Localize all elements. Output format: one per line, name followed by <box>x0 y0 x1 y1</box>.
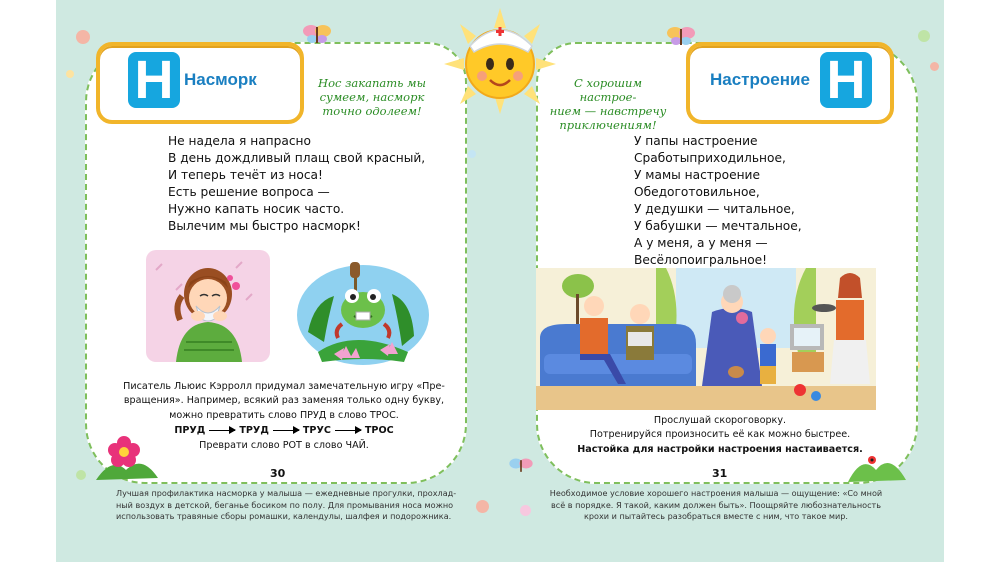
tongue-twister: Настойка для настройки настроения настаивается. <box>577 443 863 455</box>
instruction-line: Потренируйся произносить её как можно быстрее. <box>589 429 851 441</box>
decor-dot <box>468 150 476 158</box>
motto-line: С хорошим настрое- <box>574 76 642 104</box>
chain-word: ПРУД <box>174 425 206 437</box>
left-poem <box>168 133 425 235</box>
poem-line: И теперь течёт из носа! <box>168 168 323 182</box>
flower-icon <box>92 430 162 484</box>
poem-line: А у меня, а у меня — <box>634 236 768 250</box>
footer-line: Необходимое условие хорошего настроения малыша — ощущение: «Со мной <box>549 488 883 498</box>
footer-line: всё в порядке. Я такой, каким должен быть». Поощряйте любознательность <box>550 499 882 510</box>
right-footer-note <box>536 488 896 523</box>
poem-line: У бабушки — мечтальное, <box>634 219 802 233</box>
decor-dot <box>476 500 489 513</box>
tongue-twister-block <box>560 414 880 457</box>
chain-word: ТРУД <box>239 425 269 437</box>
left-letter-badge: Н <box>128 52 180 108</box>
arrow-icon <box>335 430 361 431</box>
decor-dot <box>930 62 939 71</box>
motto-line: приключениям! <box>559 118 657 132</box>
frog-illustration <box>294 262 432 368</box>
girl-sneezing-illustration <box>146 250 270 362</box>
game-task: Преврати слово РОТ в слово ЧАЙ. <box>199 439 369 451</box>
chain-word: ТРУС <box>302 425 331 437</box>
left-topic-title: Насморк <box>184 70 257 89</box>
decor-dot <box>76 470 86 480</box>
left-footer-note <box>116 488 464 523</box>
poem-line: У дедушки — читальное, <box>634 202 795 216</box>
game-text-line: можно превратить слово ПРУД в слово ТРОС. <box>169 409 399 421</box>
flower-icon <box>846 444 908 484</box>
word-chain <box>114 424 454 438</box>
page-number-left: 30 <box>270 467 286 480</box>
poem-line: У мамы настроение <box>634 168 760 182</box>
arrow-icon <box>209 430 235 431</box>
right-motto <box>546 76 670 132</box>
footer-line: Лучшая профилактика насморка у малыша — ежедневные прогулки, прохлад- <box>116 488 457 498</box>
right-poem <box>634 133 802 269</box>
chain-word: ТРОС <box>364 425 394 437</box>
motto-line: сумеем, насморк <box>319 90 425 104</box>
butterfly-icon <box>508 456 534 476</box>
poem-line: Не надела я напрасно <box>168 134 311 148</box>
decor-dot <box>76 30 90 44</box>
game-text-line: Писатель Льюис Кэрролл придумал замечательную игру «Пре- <box>123 381 445 392</box>
butterfly-icon <box>302 22 332 46</box>
page-number-right: 31 <box>712 467 728 480</box>
instruction-line: Прослушай скороговорку. <box>653 415 787 426</box>
poem-line: Вылечим мы быстро насморк! <box>168 219 361 233</box>
arrow-icon <box>273 430 299 431</box>
footer-line: ный воздух в детской, беганье босиком по полу. Для промывания носа можно <box>116 499 454 510</box>
poem-line: Нужно капать носик часто. <box>168 202 345 216</box>
right-letter-badge: Н <box>820 52 872 108</box>
decor-dot <box>66 70 74 78</box>
decor-dot <box>918 30 930 42</box>
game-text-line: вращения». Например, всякий раз заменяя только одну букву, <box>123 395 445 407</box>
decor-dot <box>520 505 531 516</box>
sun-doctor-icon <box>440 6 560 116</box>
poem-line: Весёлопоигральное! <box>634 253 768 267</box>
motto-line: нием — навстречу <box>549 104 667 118</box>
footer-line: использовать травяные сборы ромашки, календулы, шалфея и подорожника. <box>116 511 452 521</box>
left-motto <box>312 76 432 118</box>
game-description <box>114 380 454 453</box>
right-topic-title: Настроение <box>710 70 810 89</box>
poem-line: Есть решение вопроса — <box>168 185 330 199</box>
poem-line: В день дождливый плащ свой красный, <box>168 151 426 165</box>
butterfly-icon <box>666 24 696 48</box>
family-living-room-illustration <box>536 268 876 410</box>
poem-line: Сработыприходильное, <box>634 151 786 165</box>
motto-line: Нос закапать мы <box>318 76 426 90</box>
poem-line: Обедоготовильное, <box>634 185 760 199</box>
motto-line: точно одолеем! <box>322 104 422 118</box>
poem-line: У папы настроение <box>634 134 758 148</box>
footer-line: крохи и пытайтесь разобраться вместе с ним, что такое мир. <box>584 511 848 521</box>
